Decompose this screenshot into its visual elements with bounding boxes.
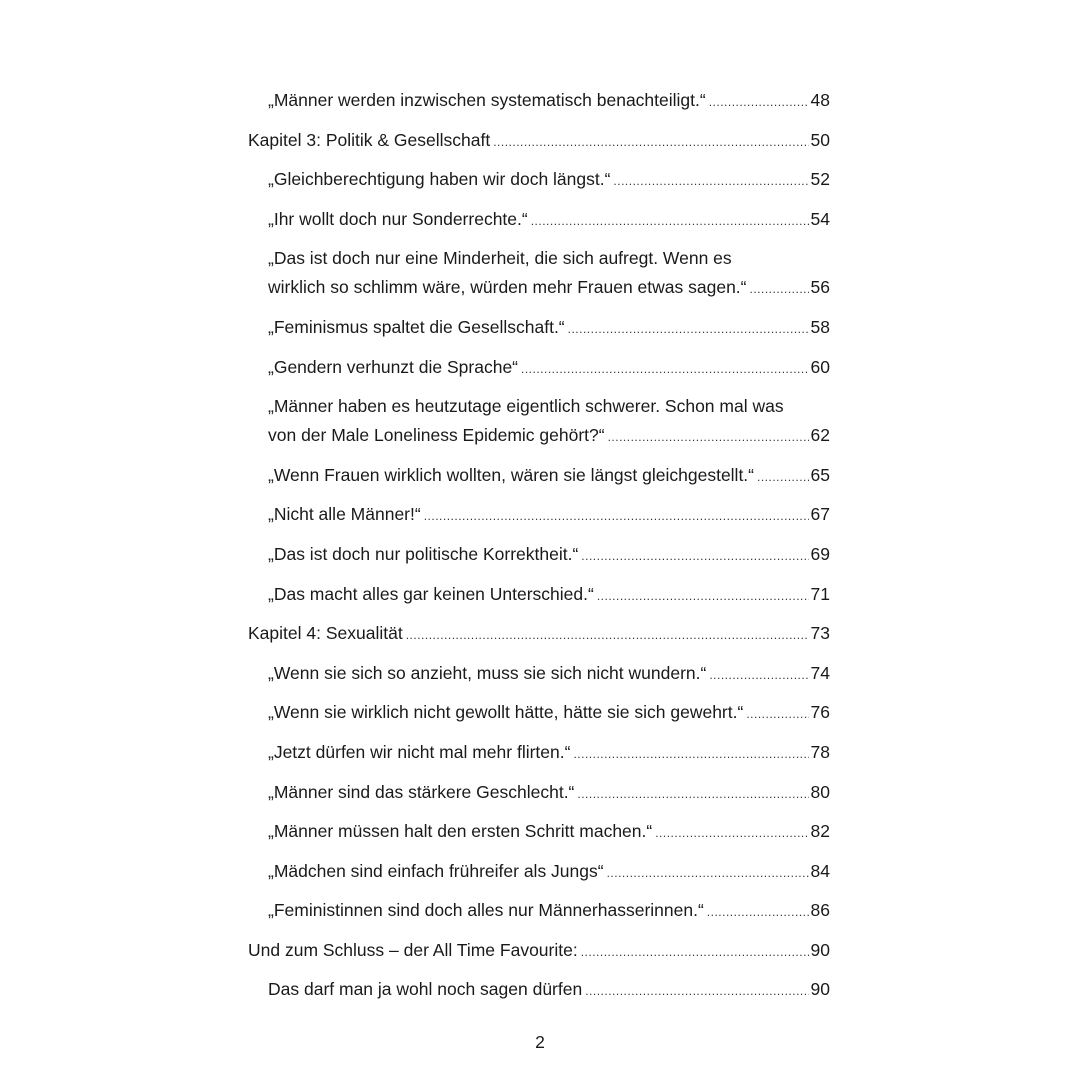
toc-entry-page: 76 xyxy=(810,702,830,723)
toc-entry-page: 69 xyxy=(810,543,830,564)
dot-leader xyxy=(757,463,809,492)
toc-entry[interactable] xyxy=(248,659,830,690)
toc-entry-title: Das darf man ja wohl noch sagen dürfen xyxy=(268,979,583,1000)
toc-entry[interactable] xyxy=(248,738,830,769)
toc-entry[interactable] xyxy=(248,975,830,1006)
toc-entry-title: wirklich so schlimm wäre, würden mehr Frauen etwas sagen.“ xyxy=(268,277,747,298)
toc-entry[interactable] xyxy=(248,778,830,809)
dot-leader xyxy=(709,661,808,690)
toc-entry-title: „Nicht alle Männer!“ xyxy=(268,504,421,525)
toc-entry-title: von der Male Loneliness Epidemic gehört?“ xyxy=(268,425,605,446)
dot-leader xyxy=(424,502,809,531)
toc-entry[interactable] xyxy=(248,461,830,492)
toc-entry-title-line-1: „Das ist doch nur eine Minderheit, die sich aufregt. Wenn es xyxy=(268,248,732,269)
toc-entry-page: 86 xyxy=(810,900,830,921)
toc-entry[interactable] xyxy=(248,580,830,611)
table-of-contents xyxy=(248,86,830,1015)
toc-entry-page: 52 xyxy=(810,169,830,190)
toc-entry-title: Und zum Schluss – der All Time Favourite: xyxy=(248,939,578,960)
toc-entry-title: „Feministinnen sind doch alles nur Männerhasserinnen.“ xyxy=(268,900,704,921)
toc-entry[interactable] xyxy=(248,244,830,304)
toc-entry-title: „Jetzt dürfen wir nicht mal mehr flirten.“ xyxy=(268,741,571,762)
dot-leader xyxy=(406,621,809,650)
toc-entry-title: Kapitel 4: Sexualität xyxy=(248,623,403,644)
page-number: 2 xyxy=(535,1032,545,1052)
dot-leader xyxy=(607,859,809,888)
toc-entry-title: „Männer müssen halt den ersten Schritt machen.“ xyxy=(268,821,653,842)
toc-entry-page: 84 xyxy=(810,860,830,881)
toc-entry-page: 74 xyxy=(810,662,830,683)
dot-leader xyxy=(655,819,808,848)
toc-entry-page: 82 xyxy=(810,821,830,842)
toc-entry-page: 67 xyxy=(810,504,830,525)
toc-entry-title: „Gendern verhunzt die Sprache“ xyxy=(268,356,518,377)
dot-leader xyxy=(613,167,808,196)
toc-entry-page: 78 xyxy=(810,741,830,762)
toc-entry-title: „Das macht alles gar keinen Unterschied.“ xyxy=(268,583,594,604)
toc-entry[interactable] xyxy=(248,392,830,452)
toc-entry-page: 58 xyxy=(810,316,830,337)
dot-leader xyxy=(493,128,808,157)
toc-entry-page: 56 xyxy=(810,277,830,298)
toc-entry[interactable] xyxy=(248,353,830,384)
dot-leader xyxy=(746,700,808,729)
toc-entry-title: Kapitel 3: Politik & Gesellschaft xyxy=(248,129,491,150)
toc-entry-page: 73 xyxy=(810,623,830,644)
toc-entry[interactable] xyxy=(248,817,830,848)
toc-entry-title: „Das ist doch nur politische Korrektheit.“ xyxy=(268,543,579,564)
dot-leader xyxy=(573,740,808,769)
dot-leader xyxy=(709,88,809,117)
dot-leader xyxy=(577,780,808,809)
toc-entry-title: „Männer werden inzwischen systematisch benachteiligt.“ xyxy=(268,90,706,110)
dot-leader xyxy=(521,355,809,384)
dot-leader xyxy=(750,275,809,304)
toc-entry-title: „Wenn Frauen wirklich wollten, wären sie längst gleichgestellt.“ xyxy=(268,464,755,485)
dot-leader xyxy=(581,938,809,967)
toc-entry-title: „Feminismus spaltet die Gesellschaft.“ xyxy=(268,316,565,337)
dot-leader xyxy=(531,207,809,236)
toc-chapter-entry[interactable] xyxy=(248,619,830,650)
toc-entry[interactable] xyxy=(248,500,830,531)
toc-entry[interactable] xyxy=(248,165,830,196)
toc-entry[interactable] xyxy=(248,896,830,927)
toc-entry-page: 48 xyxy=(810,90,830,110)
toc-entry-title: „Männer sind das stärkere Geschlecht.“ xyxy=(268,781,575,802)
toc-entry-title: „Ihr wollt doch nur Sonderrechte.“ xyxy=(268,208,528,229)
toc-entry-page: 50 xyxy=(810,129,830,150)
toc-entry-title: „Wenn sie sich so anzieht, muss sie sich nicht wundern.“ xyxy=(268,662,707,683)
dot-leader xyxy=(585,977,808,1006)
toc-entry-page: 90 xyxy=(810,939,830,960)
toc-entry[interactable] xyxy=(248,857,830,888)
toc-chapter-entry[interactable] xyxy=(248,126,830,157)
toc-chapter-entry[interactable] xyxy=(248,936,830,967)
dot-leader xyxy=(597,582,809,611)
toc-entry[interactable] xyxy=(248,86,830,117)
dot-leader xyxy=(568,315,809,344)
toc-entry[interactable] xyxy=(248,540,830,571)
toc-entry-page: 71 xyxy=(810,583,830,604)
toc-entry-page: 90 xyxy=(810,979,830,1000)
toc-entry-title: „Mädchen sind einfach frühreifer als Jungs“ xyxy=(268,860,604,881)
toc-entry-title-line-1: „Männer haben es heutzutage eigentlich schwerer. Schon mal was xyxy=(268,396,784,417)
dot-leader xyxy=(707,898,809,927)
toc-entry-title: „Wenn sie wirklich nicht gewollt hätte, hätte sie sich gewehrt.“ xyxy=(268,702,744,723)
toc-entry-page: 60 xyxy=(810,356,830,377)
toc-entry[interactable] xyxy=(248,205,830,236)
toc-entry[interactable] xyxy=(248,313,830,344)
toc-entry-page: 54 xyxy=(810,208,830,229)
dot-leader xyxy=(581,542,808,571)
toc-entry[interactable] xyxy=(248,698,830,729)
dot-leader xyxy=(608,423,809,452)
toc-entry-page: 65 xyxy=(810,464,830,485)
toc-entry-page: 80 xyxy=(810,781,830,802)
toc-entry-page: 62 xyxy=(810,425,830,446)
toc-entry-title: „Gleichberechtigung haben wir doch längst.“ xyxy=(268,169,611,190)
